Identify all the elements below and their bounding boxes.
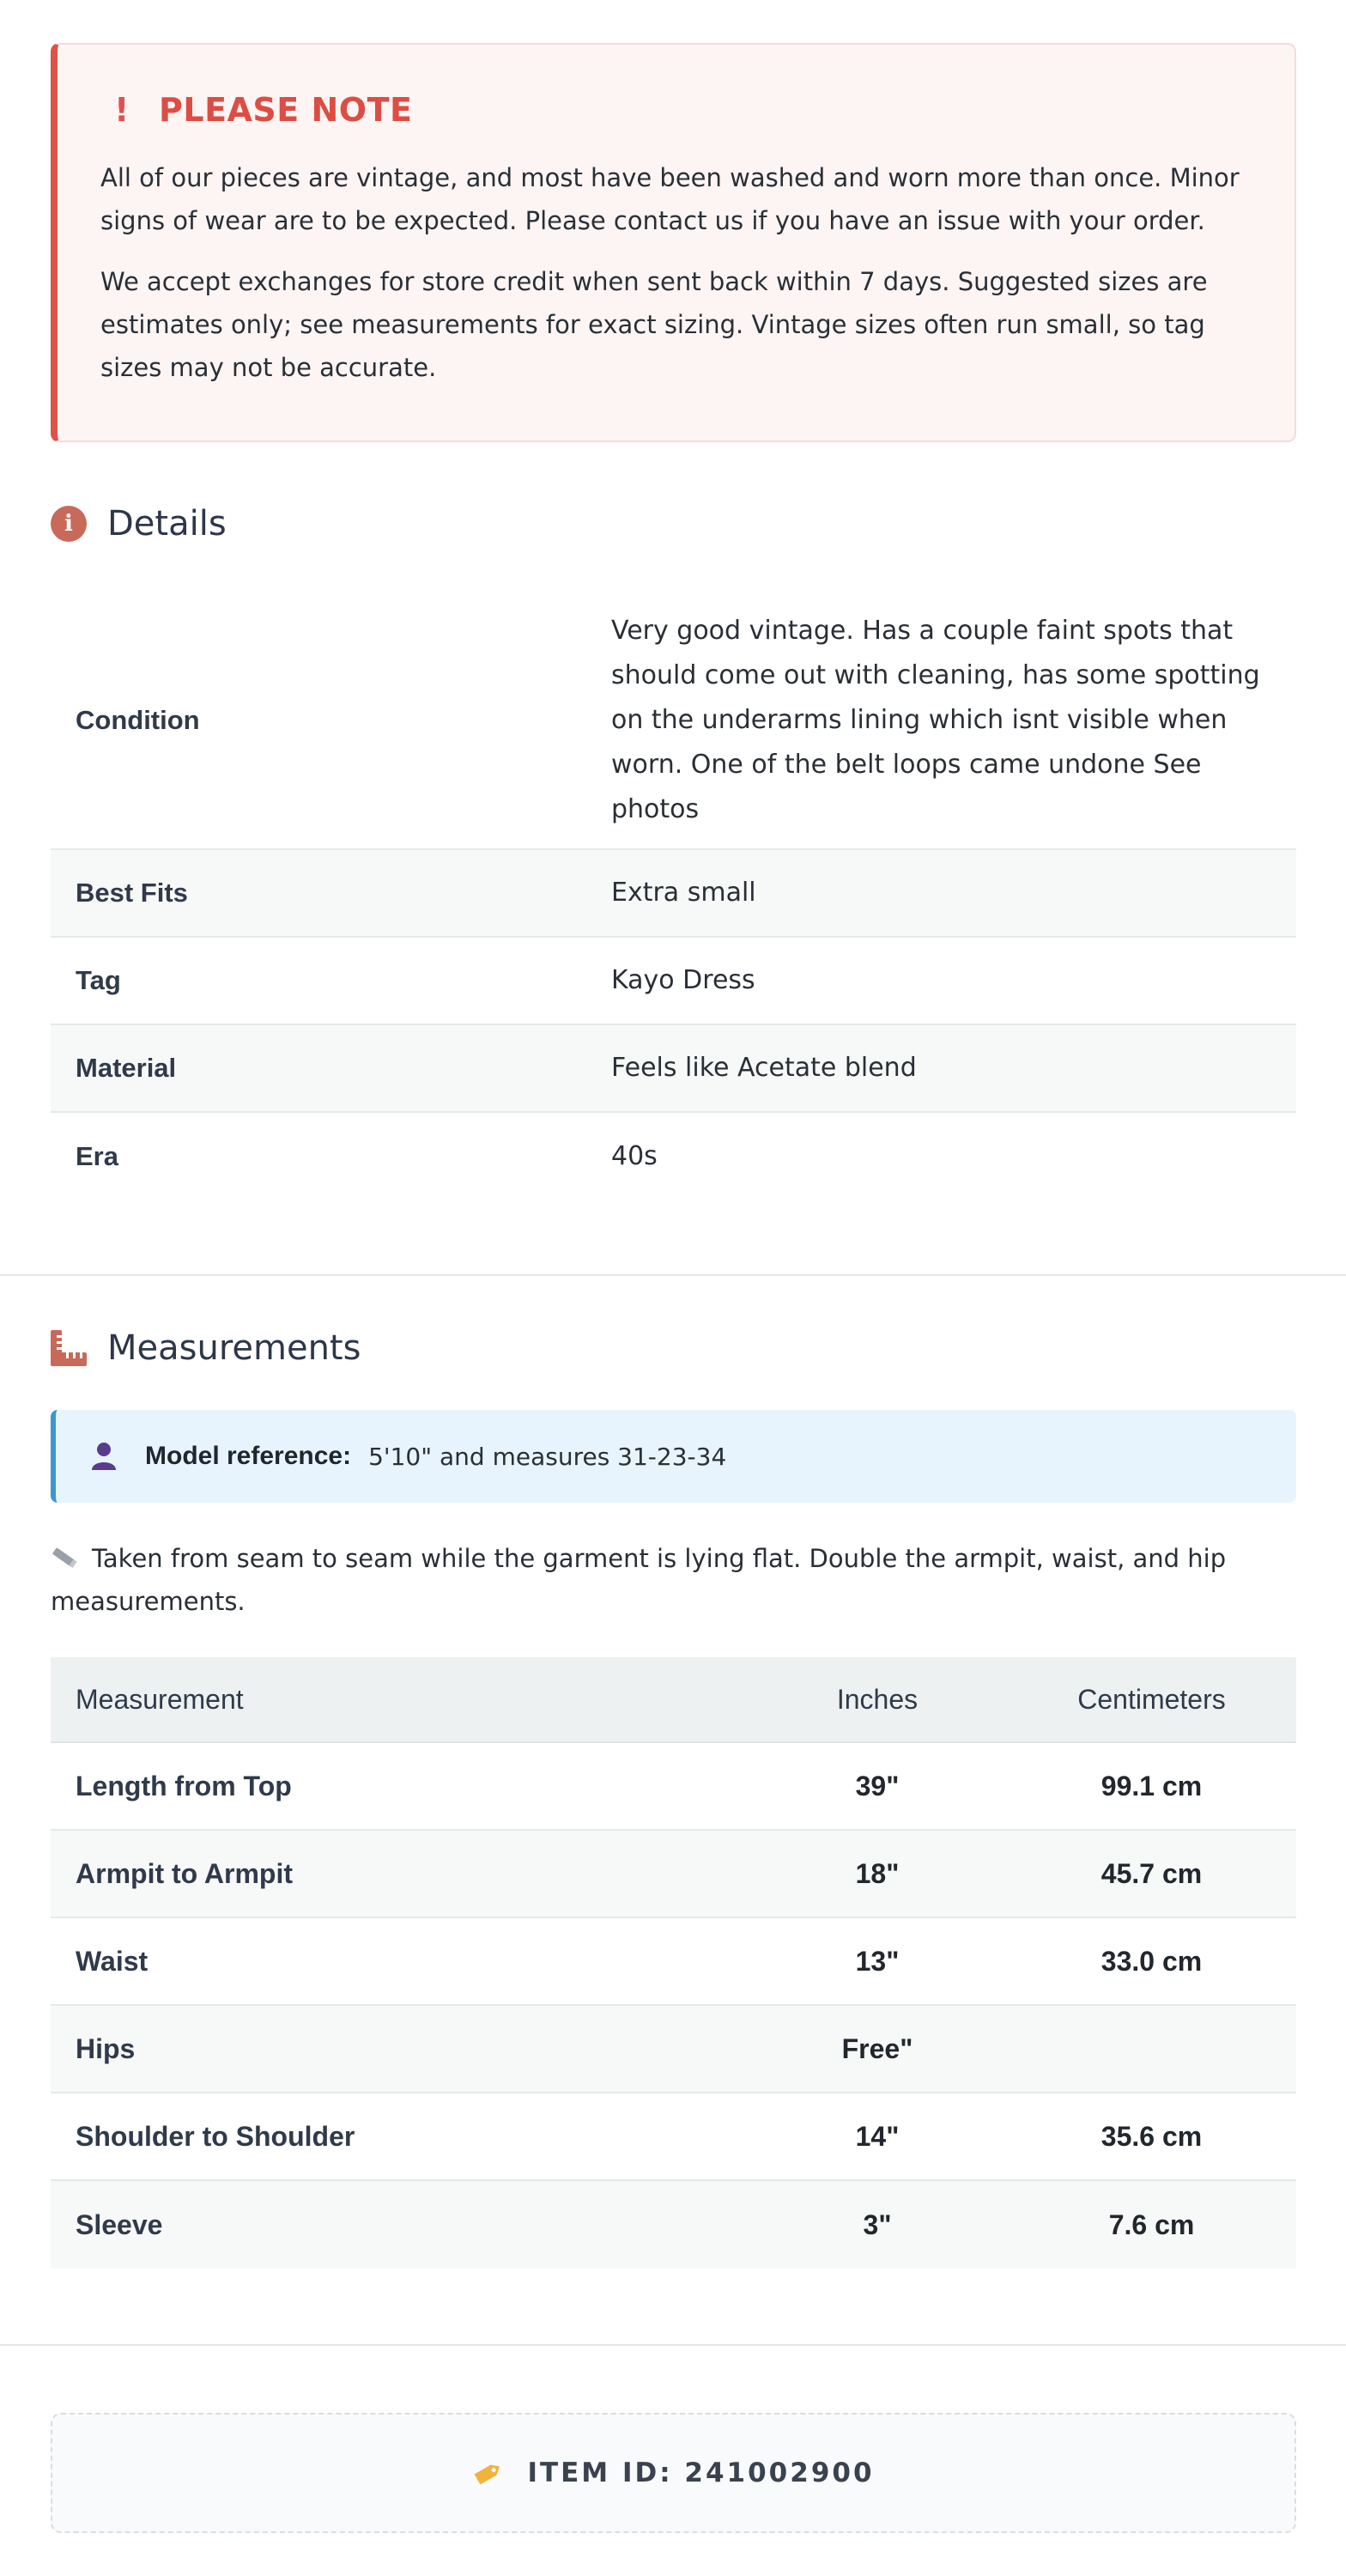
measurement-inches: 13" [855, 1945, 900, 1977]
person-icon [88, 1441, 119, 1472]
measurement-cm: 33.0 cm [1100, 1945, 1203, 1977]
ruler-icon [51, 1330, 87, 1366]
column-header: Centimeters [1077, 1683, 1226, 1715]
notice-paragraph: All of our pieces are vintage, and most have been washed and worn more than once. Minor signs of wear are to be expected. Please contact us if you have an issue with your order. [100, 163, 1240, 235]
measurement-cm: 45.7 cm [1100, 1857, 1203, 1889]
measurement-inches: 18" [855, 1857, 900, 1889]
measurement-cm: 35.6 cm [1100, 2120, 1203, 2152]
measurement-cm: 99.1 cm [1100, 1770, 1203, 1801]
table-row [51, 1918, 1296, 2006]
details-value: Kayo Dress [611, 965, 755, 995]
model-reference [51, 1410, 1296, 1503]
pencil-icon [51, 1539, 80, 1561]
measurement-name: Shoulder to Shoulder [76, 2120, 355, 2152]
tag-icon [472, 2460, 505, 2486]
measurement-note-text: Taken from seam to seam while the garment is lying flat. Double the armpit, waist, and hip measurements. [51, 1544, 1227, 1616]
measurement-name: Length from Top [76, 1770, 292, 1801]
item-id-box [51, 2413, 1296, 2533]
table-row [51, 1743, 1296, 1831]
measurement-inches: 3" [863, 2208, 892, 2240]
details-title: Details [107, 504, 227, 544]
details-row [51, 592, 1296, 850]
exclamation-icon: ! [114, 91, 130, 129]
details-label: Condition [76, 705, 200, 735]
measurements-heading [51, 1322, 1296, 1374]
details-table [51, 592, 1296, 1200]
table-row [51, 2006, 1296, 2093]
model-label: Model reference: [145, 1442, 352, 1470]
table-header-row [51, 1657, 1296, 1743]
table-row [51, 2181, 1296, 2269]
section-divider [0, 2344, 1346, 2346]
details-label: Material [76, 1053, 177, 1083]
details-label: Best Fits [76, 878, 188, 908]
info-icon: i [51, 506, 87, 542]
notice-paragraph: We accept exchanges for store credit when sent back within 7 days. Suggested sizes are estimates only; see measurements for exact sizing. Vintage sizes often run small, so tag sizes may not be accurate. [100, 267, 1208, 382]
item-id-text: ITEM ID: 241002900 [527, 2458, 875, 2488]
column-header: Inches [836, 1683, 919, 1715]
measurement-name: Sleeve [76, 2208, 163, 2240]
details-value: Feels like Acetate blend [611, 1053, 917, 1083]
details-value: 40s [611, 1141, 658, 1171]
details-heading [51, 498, 1296, 550]
measurement-note [51, 1537, 1296, 1623]
details-row [51, 1025, 1296, 1113]
measurement-inches: Free" [841, 2032, 913, 2064]
details-label: Era [76, 1141, 118, 1171]
details-row [51, 1113, 1296, 1200]
notice-header [100, 88, 1252, 132]
column-header: Measurement [76, 1683, 244, 1715]
table-row [51, 2093, 1296, 2181]
model-value: 5'10" and measures 31-23-34 [368, 1442, 727, 1471]
details-label: Tag [76, 965, 121, 995]
table-row [51, 1831, 1296, 1918]
measurement-cm: 7.6 cm [1108, 2208, 1195, 2240]
section-divider [0, 1274, 1346, 1276]
measurements-table [51, 1657, 1296, 2269]
notice-title: PLEASE NOTE [159, 91, 413, 129]
measurements-title: Measurements [107, 1328, 361, 1368]
details-row [51, 938, 1296, 1025]
details-row [51, 850, 1296, 938]
measurement-name: Waist [76, 1945, 149, 1977]
details-value: Extra small [611, 878, 756, 908]
measurement-inches: 39" [855, 1770, 900, 1801]
notice-box [51, 43, 1296, 442]
details-value: Very good vintage. Has a couple faint spots that should come out with cleaning, has some spotting on the underarms lining which isnt visible when worn. One of the belt loops came undone See photos [611, 616, 1260, 824]
measurement-name: Hips [76, 2032, 136, 2064]
measurement-inches: 14" [855, 2120, 900, 2152]
measurement-name: Armpit to Armpit [76, 1857, 294, 1889]
